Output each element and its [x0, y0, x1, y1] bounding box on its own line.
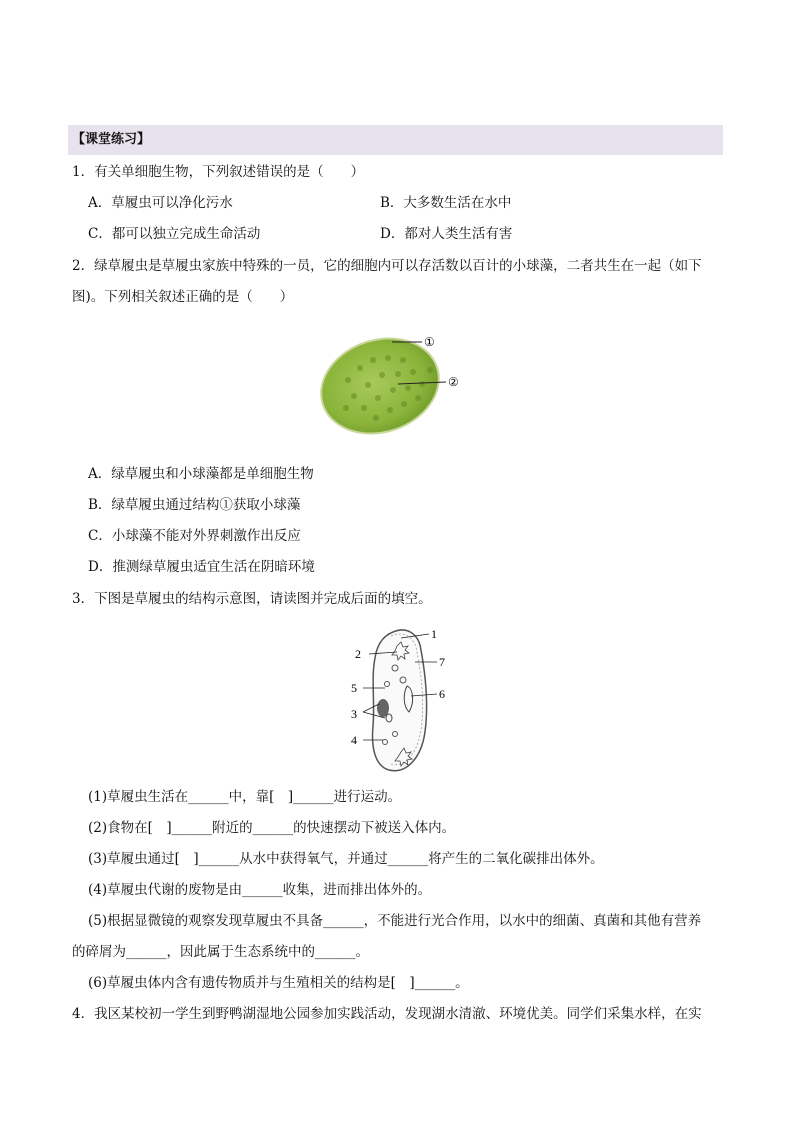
structure-label-6: 6 — [439, 687, 445, 701]
structure-label-7: 7 — [439, 655, 445, 669]
q2-stem-line2: 图)。下列相关叙述正确的是（ ） — [72, 289, 294, 305]
structure-label-2: 2 — [355, 647, 361, 661]
structure-label-4: 4 — [351, 733, 357, 747]
structure-label-3: 3 — [351, 707, 357, 721]
q2-option-d[interactable]: D．推测绿草履虫适宜生活在阴暗环境 — [88, 559, 315, 575]
q3-blank-1: (1)草履虫生活在______中，靠[ ]______进行运动。 — [88, 789, 402, 805]
q3-blank-2: (2)食物在[ ]______附近的______的快速摆动下被送入体内。 — [88, 820, 456, 836]
q2-option-b[interactable]: B．绿草履虫通过结构①获取小球藻 — [88, 497, 301, 513]
q1-option-d[interactable]: D．都对人类生活有害 — [380, 226, 513, 242]
structure-label-5: 5 — [351, 681, 357, 695]
paramecium-structure-figure — [345, 622, 455, 780]
q1-option-a[interactable]: A．草履虫可以净化污水 — [88, 195, 233, 211]
q3-blank-6: (6)草履虫体内含有遗传物质并与生殖相关的结构是[ ]______。 — [88, 975, 469, 991]
q3-blank-4: (4)草履虫代谢的废物是由______收集，进而排出体外的。 — [88, 882, 432, 898]
structure-label-1: 1 — [431, 627, 437, 641]
q3-blank-3: (3)草履虫通过[ ]______从水中获得氧气，并通过______将产生的二氧化碳排出体外。 — [88, 851, 604, 867]
q2-stem-line1: 2．绿草履虫是草履虫家族中特殊的一员，它的细胞内可以存活数以百计的小球藻，二者共生在一起（如下 — [72, 258, 702, 274]
q4-stem: 4．我区某校初一学生到野鸭湖湿地公园参加实践活动，发现湖水清澈、环境优美。同学们采集水样，在实 — [72, 1006, 702, 1022]
q1-stem: 1．有关单细胞生物，下列叙述错误的是（ ） — [72, 164, 365, 180]
q2-option-c[interactable]: C．小球藻不能对外界刺激作出反应 — [88, 528, 301, 544]
figure-label-2: ② — [448, 375, 459, 389]
q3-blank-5-line2: 的碎屑为______，因此属于生态系统中的______。 — [72, 944, 369, 960]
figure-label-1: ① — [424, 335, 435, 349]
q3-stem: 3．下图是草履虫的结构示意图，请读图并完成后面的填空。 — [72, 591, 432, 607]
q1-option-c[interactable]: C．都可以独立完成生命活动 — [88, 226, 261, 242]
q3-blank-5-line1: (5)根据显微镜的观察发现草履虫不具备______，不能进行光合作用，以水中的细菌、真菌和其他有营养 — [88, 913, 702, 929]
green-paramecium-figure — [318, 330, 478, 446]
q1-option-b[interactable]: B．大多数生活在水中 — [380, 195, 512, 211]
q2-option-a[interactable]: A．绿草履虫和小球藻都是单细胞生物 — [88, 466, 314, 482]
section-header: 【课堂练习】 — [68, 125, 723, 155]
